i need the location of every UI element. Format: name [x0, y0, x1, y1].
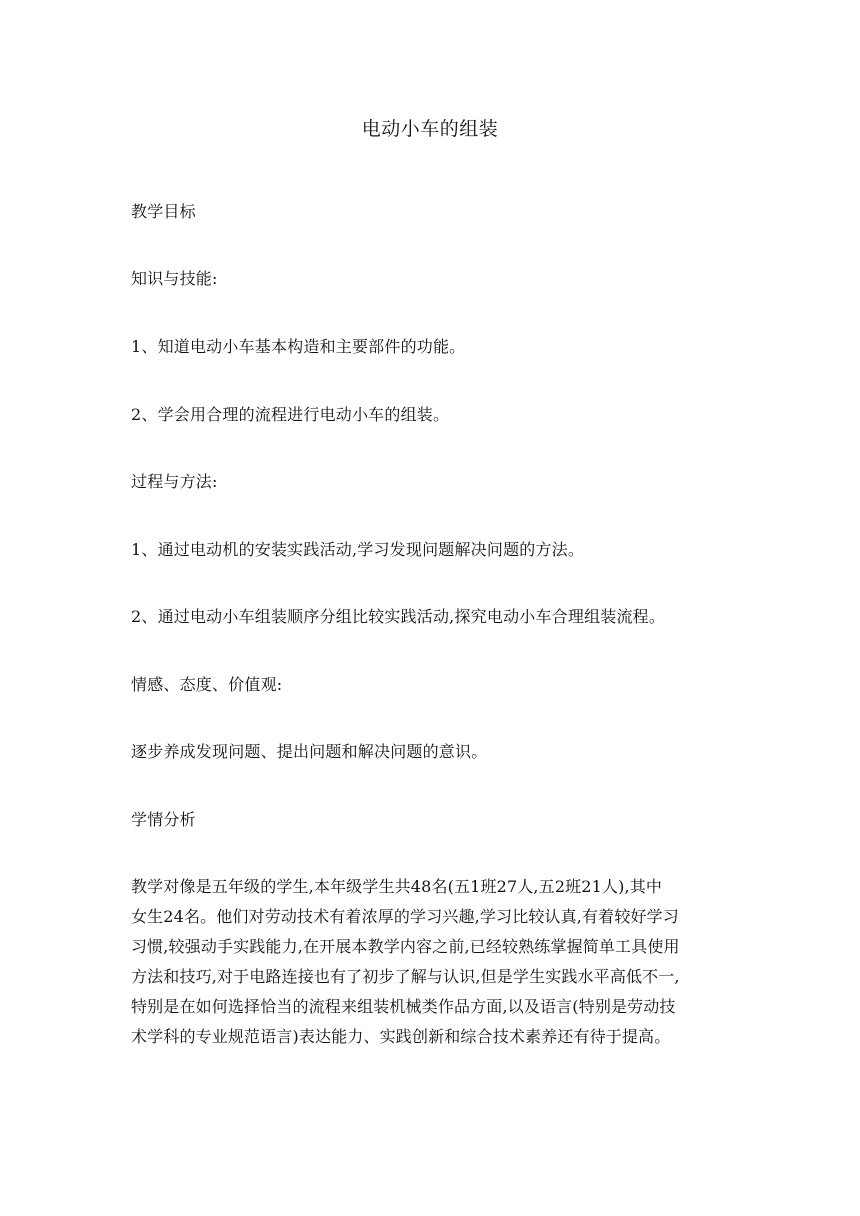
paragraph-line: 术学科的专业规范语言)表达能力、实践创新和综合技术素养还有待于提高。	[131, 1027, 671, 1046]
subheading-knowledge-skills: 知识与技能:	[131, 269, 218, 288]
learner-analysis-paragraph	[131, 872, 731, 1052]
objective-item: 2、通过电动小车组装顺序分组比较实践活动,探究电动小车合理组装流程。	[131, 607, 666, 626]
paragraph-line: 特别是在如何选择恰当的流程来组装机械类作品方面,以及语言(特别是劳动技	[131, 997, 676, 1016]
objective-item: 1、通过电动机的安装实践活动,学习发现问题解决问题的方法。	[131, 540, 585, 559]
objective-item: 2、学会用合理的流程进行电动小车的组装。	[131, 405, 450, 424]
heading-learner-analysis: 学情分析	[131, 810, 196, 829]
paragraph-line: 女生24名。他们对劳动技术有着浓厚的学习兴趣,学习比较认真,有着较好学习	[131, 907, 679, 926]
heading-teaching-objectives: 教学目标	[131, 202, 196, 221]
objective-item: 1、知道电动小车基本构造和主要部件的功能。	[131, 337, 466, 356]
subheading-emotion-values: 情感、态度、价值观:	[131, 675, 283, 694]
objective-item: 逐步养成发现问题、提出问题和解决问题的意识。	[131, 742, 488, 761]
paragraph-line: 教学对像是五年级的学生,本年级学生共48名(五1班27人,五2班21人),其中	[131, 877, 663, 896]
paragraph-line: 习惯,较强动手实践能力,在开展本教学内容之前,已经较熟练掌握简单工具使用	[131, 937, 680, 956]
document-title: 电动小车的组装	[361, 118, 499, 140]
paragraph-line: 方法和技巧,对于电路连接也有了初步了解与认识,但是学生实践水平高低不一,	[131, 967, 680, 986]
subheading-process-methods: 过程与方法:	[131, 472, 218, 491]
